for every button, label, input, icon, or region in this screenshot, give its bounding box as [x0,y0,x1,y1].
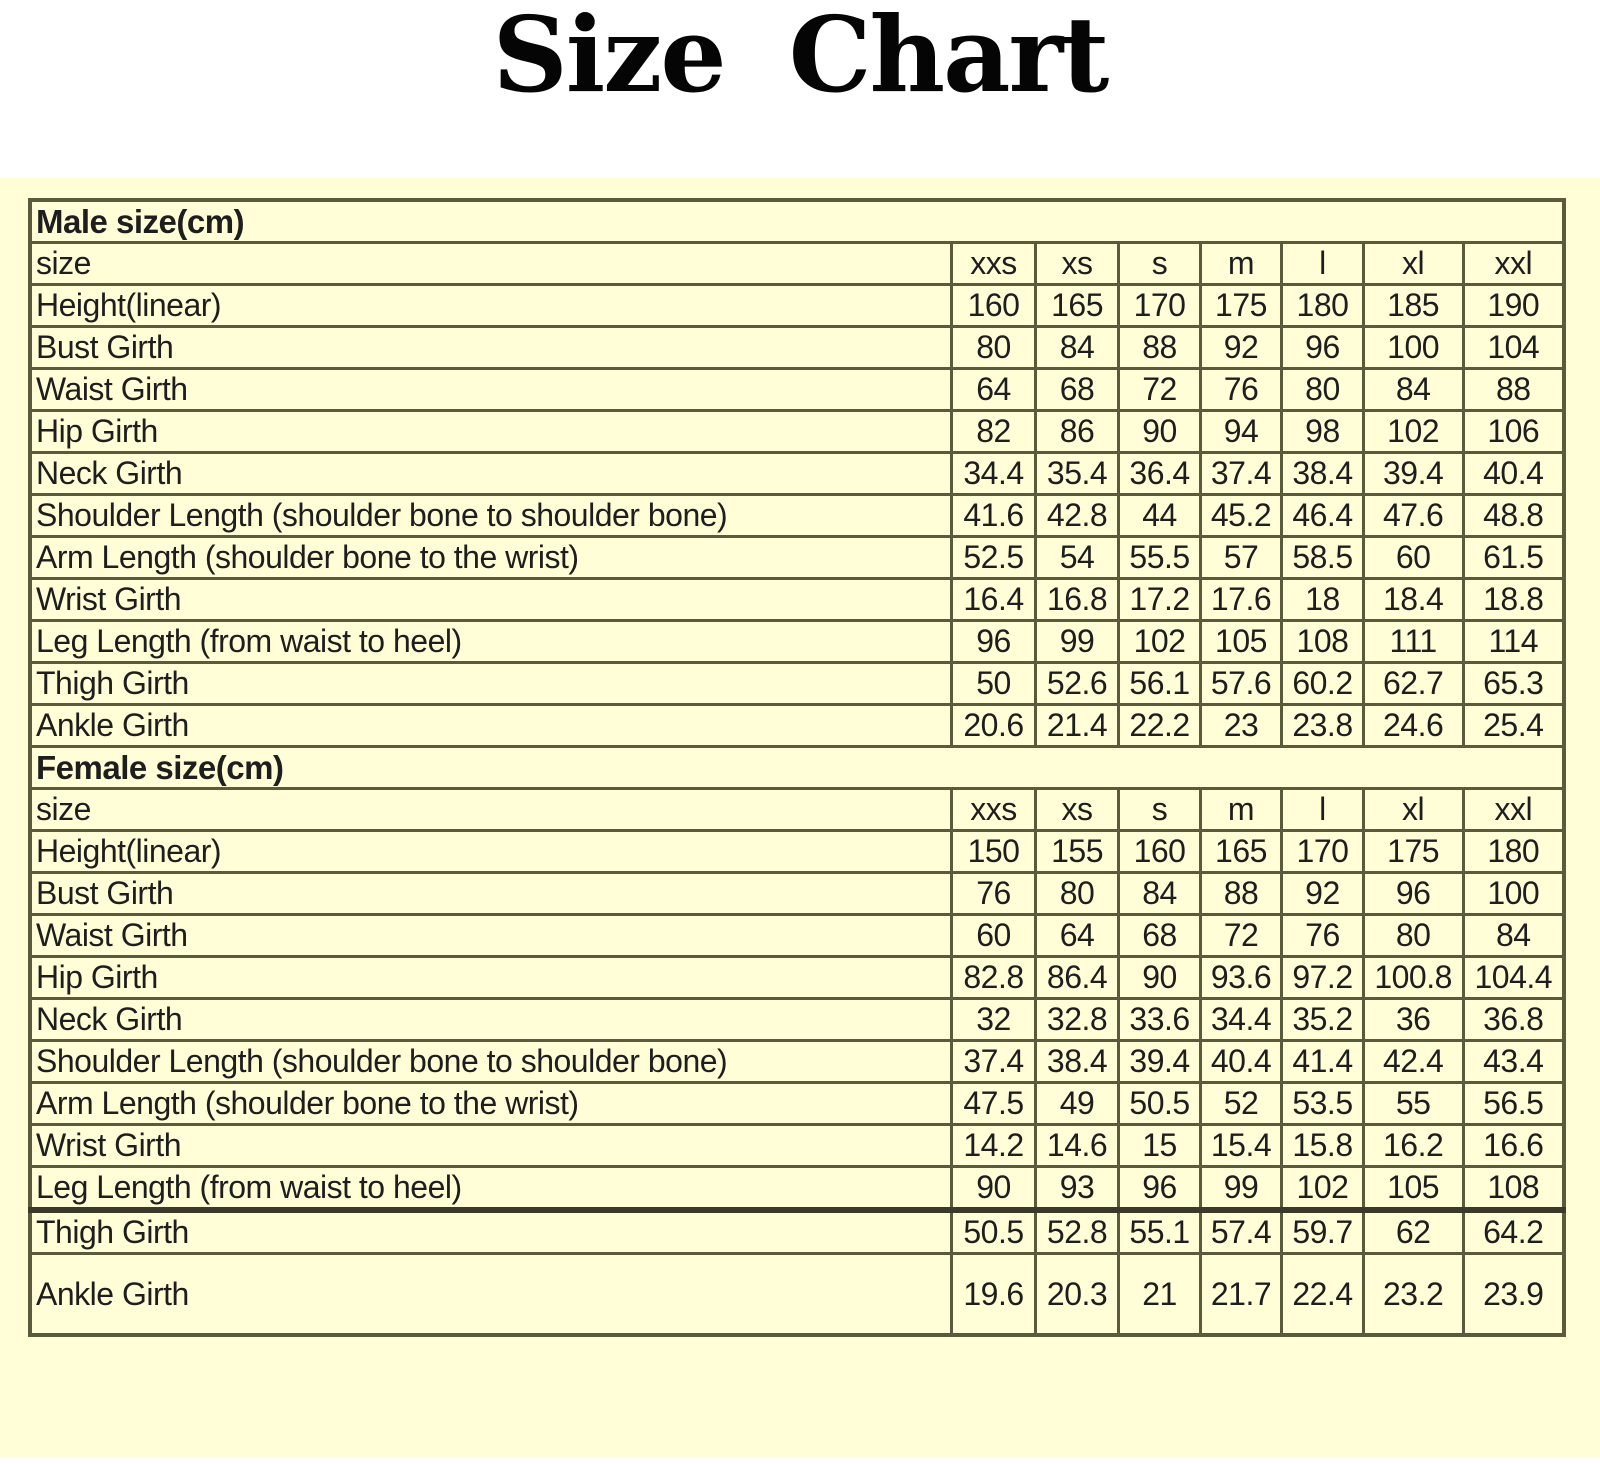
measurement-value: 92 [1200,327,1281,369]
measurement-value: 68 [1035,369,1119,411]
measurement-value: 92 [1282,873,1363,915]
measurement-value: 36 [1363,999,1463,1041]
measurement-value: 102 [1119,621,1200,663]
measurement-value: 50.5 [952,1210,1036,1254]
measurement-value: 23 [1200,705,1281,747]
male-size-header-row [30,243,1564,285]
measurement-label: Neck Girth [30,999,952,1041]
measurement-value: 65.3 [1463,663,1564,705]
measurement-value: 14.6 [1035,1125,1119,1167]
measurement-label: Wrist Girth [30,1125,952,1167]
measurement-value: 16.8 [1035,579,1119,621]
measurement-value: 18 [1282,579,1363,621]
size-header-label: size [30,789,952,831]
size-column-header: xs [1035,243,1119,285]
measurement-value: 102 [1363,411,1463,453]
measurement-value: 38.4 [1035,1041,1119,1083]
measurement-value: 41.6 [952,495,1036,537]
measurement-value: 23.2 [1363,1254,1463,1336]
measurement-value: 60.2 [1282,663,1363,705]
table-row [30,495,1564,537]
measurement-value: 105 [1200,621,1281,663]
table-row [30,411,1564,453]
measurement-value: 56.5 [1463,1083,1564,1125]
measurement-value: 39.4 [1363,453,1463,495]
measurement-value: 60 [952,915,1036,957]
measurement-value: 48.8 [1463,495,1564,537]
table-row [30,537,1564,579]
size-header-label: size [30,243,952,285]
table-row [30,663,1564,705]
measurement-label: Ankle Girth [30,1254,952,1336]
measurement-value: 61.5 [1463,537,1564,579]
measurement-value: 20.6 [952,705,1036,747]
measurement-value: 52.8 [1035,1210,1119,1254]
measurement-value: 82 [952,411,1036,453]
measurement-value: 76 [1200,369,1281,411]
table-row [30,705,1564,747]
measurement-value: 17.6 [1200,579,1281,621]
measurement-value: 56.1 [1119,663,1200,705]
measurement-value: 93.6 [1200,957,1281,999]
measurement-value: 50 [952,663,1036,705]
measurement-value: 19.6 [952,1254,1036,1336]
measurement-value: 94 [1200,411,1281,453]
measurement-value: 150 [952,831,1036,873]
size-column-header: s [1119,243,1200,285]
size-column-header: xxs [952,789,1036,831]
measurement-value: 44 [1119,495,1200,537]
measurement-value: 90 [1119,957,1200,999]
table-row [30,1041,1564,1083]
measurement-value: 104 [1463,327,1564,369]
measurement-value: 55.1 [1119,1210,1200,1254]
measurement-value: 160 [1119,831,1200,873]
size-column-header: xl [1363,243,1463,285]
measurement-value: 175 [1200,285,1281,327]
size-column-header: xs [1035,789,1119,831]
table-row [30,1125,1564,1167]
measurement-value: 170 [1119,285,1200,327]
size-column-header: xl [1363,789,1463,831]
measurement-value: 86 [1035,411,1119,453]
measurement-value: 88 [1463,369,1564,411]
measurement-value: 100 [1363,327,1463,369]
measurement-value: 21 [1119,1254,1200,1336]
measurement-value: 33.6 [1119,999,1200,1041]
measurement-label: Waist Girth [30,915,952,957]
measurement-value: 102 [1282,1167,1363,1211]
size-column-header: l [1282,243,1363,285]
measurement-value: 180 [1463,831,1564,873]
size-column-header: xxl [1463,243,1564,285]
measurement-value: 42.4 [1363,1041,1463,1083]
table-row [30,579,1564,621]
measurement-value: 47.6 [1363,495,1463,537]
measurement-value: 18.4 [1363,579,1463,621]
measurement-value: 165 [1035,285,1119,327]
measurement-label: Arm Length (shoulder bone to the wrist) [30,537,952,579]
measurement-label: Ankle Girth [30,705,952,747]
measurement-value: 37.4 [1200,453,1281,495]
measurement-value: 46.4 [1282,495,1363,537]
measurement-value: 15 [1119,1125,1200,1167]
measurement-value: 100.8 [1363,957,1463,999]
measurement-value: 88 [1119,327,1200,369]
measurement-value: 59.7 [1282,1210,1363,1254]
measurement-label: Thigh Girth [30,1210,952,1254]
measurement-value: 62 [1363,1210,1463,1254]
measurement-value: 84 [1463,915,1564,957]
table-row [30,999,1564,1041]
measurement-value: 32 [952,999,1036,1041]
size-column-header: xxl [1463,789,1564,831]
measurement-value: 72 [1119,369,1200,411]
table-row [30,453,1564,495]
measurement-value: 55.5 [1119,537,1200,579]
measurement-value: 90 [952,1167,1036,1211]
female-section-title: Female size(cm) [30,747,1564,789]
measurement-value: 160 [952,285,1036,327]
measurement-value: 25.4 [1463,705,1564,747]
measurement-value: 32.8 [1035,999,1119,1041]
table-row [30,327,1564,369]
measurement-value: 52.6 [1035,663,1119,705]
table-row [30,1083,1564,1125]
measurement-value: 185 [1363,285,1463,327]
male-section-title: Male size(cm) [30,200,1564,243]
measurement-value: 16.4 [952,579,1036,621]
measurement-value: 57 [1200,537,1281,579]
measurement-value: 20.3 [1035,1254,1119,1336]
measurement-value: 84 [1119,873,1200,915]
measurement-value: 80 [1035,873,1119,915]
measurement-value: 45.2 [1200,495,1281,537]
measurement-value: 155 [1035,831,1119,873]
measurement-value: 16.2 [1363,1125,1463,1167]
measurement-value: 97.2 [1282,957,1363,999]
measurement-value: 47.5 [952,1083,1036,1125]
measurement-value: 58.5 [1282,537,1363,579]
measurement-value: 42.8 [1035,495,1119,537]
measurement-value: 170 [1282,831,1363,873]
measurement-value: 38.4 [1282,453,1363,495]
measurement-value: 190 [1463,285,1564,327]
female-heading-row [30,747,1564,789]
measurement-value: 62.7 [1363,663,1463,705]
measurement-value: 14.2 [952,1125,1036,1167]
measurement-value: 54 [1035,537,1119,579]
measurement-value: 21.7 [1200,1254,1281,1336]
measurement-value: 72 [1200,915,1281,957]
measurement-value: 96 [1119,1167,1200,1211]
measurement-label: Height(linear) [30,831,952,873]
measurement-label: Height(linear) [30,285,952,327]
measurement-label: Shoulder Length (shoulder bone to shoulder bone) [30,1041,952,1083]
measurement-value: 39.4 [1119,1041,1200,1083]
table-row [30,285,1564,327]
size-table [28,198,1566,1337]
measurement-label: Neck Girth [30,453,952,495]
measurement-value: 105 [1363,1167,1463,1211]
measurement-value: 22.2 [1119,705,1200,747]
measurement-value: 34.4 [1200,999,1281,1041]
table-row [30,957,1564,999]
measurement-value: 76 [1282,915,1363,957]
measurement-label: Waist Girth [30,369,952,411]
measurement-value: 52 [1200,1083,1281,1125]
size-table-body [30,200,1564,1335]
measurement-value: 35.4 [1035,453,1119,495]
measurement-value: 114 [1463,621,1564,663]
measurement-label: Wrist Girth [30,579,952,621]
measurement-value: 18.8 [1463,579,1564,621]
measurement-value: 80 [952,327,1036,369]
measurement-value: 40.4 [1200,1041,1281,1083]
measurement-value: 37.4 [952,1041,1036,1083]
measurement-label: Hip Girth [30,411,952,453]
measurement-label: Bust Girth [30,327,952,369]
measurement-value: 64 [1035,915,1119,957]
measurement-value: 96 [1282,327,1363,369]
table-row [30,1254,1564,1336]
measurement-value: 108 [1463,1167,1564,1211]
measurement-value: 34.4 [952,453,1036,495]
measurement-value: 96 [952,621,1036,663]
measurement-value: 106 [1463,411,1564,453]
measurement-value: 22.4 [1282,1254,1363,1336]
measurement-value: 35.2 [1282,999,1363,1041]
measurement-value: 104.4 [1463,957,1564,999]
measurement-value: 90 [1119,411,1200,453]
measurement-value: 49 [1035,1083,1119,1125]
measurement-value: 60 [1363,537,1463,579]
measurement-label: Shoulder Length (shoulder bone to shoulder bone) [30,495,952,537]
measurement-value: 96 [1363,873,1463,915]
size-column-header: l [1282,789,1363,831]
measurement-value: 36.8 [1463,999,1564,1041]
measurement-label: Thigh Girth [30,663,952,705]
measurement-label: Leg Length (from waist to heel) [30,1167,952,1211]
table-row [30,369,1564,411]
measurement-value: 57.6 [1200,663,1281,705]
measurement-label: Arm Length (shoulder bone to the wrist) [30,1083,952,1125]
measurement-value: 15.8 [1282,1125,1363,1167]
size-column-header: m [1200,789,1281,831]
measurement-value: 82.8 [952,957,1036,999]
measurement-value: 80 [1363,915,1463,957]
measurement-value: 98 [1282,411,1363,453]
measurement-value: 17.2 [1119,579,1200,621]
measurement-value: 68 [1119,915,1200,957]
measurement-value: 99 [1035,621,1119,663]
table-row [30,1210,1564,1254]
measurement-value: 23.9 [1463,1254,1564,1336]
measurement-value: 100 [1463,873,1564,915]
table-row [30,873,1564,915]
measurement-value: 52.5 [952,537,1036,579]
measurement-label: Bust Girth [30,873,952,915]
female-size-header-row [30,789,1564,831]
measurement-value: 86.4 [1035,957,1119,999]
measurement-value: 15.4 [1200,1125,1281,1167]
measurement-value: 50.5 [1119,1083,1200,1125]
table-row [30,915,1564,957]
measurement-value: 88 [1200,873,1281,915]
measurement-value: 16.6 [1463,1125,1564,1167]
measurement-value: 108 [1282,621,1363,663]
measurement-value: 93 [1035,1167,1119,1211]
measurement-value: 80 [1282,369,1363,411]
male-heading-row [30,200,1564,243]
measurement-value: 76 [952,873,1036,915]
measurement-value: 24.6 [1363,705,1463,747]
table-row [30,621,1564,663]
measurement-value: 55 [1363,1083,1463,1125]
measurement-value: 21.4 [1035,705,1119,747]
measurement-value: 64 [952,369,1036,411]
measurement-value: 99 [1200,1167,1281,1211]
measurement-value: 111 [1363,621,1463,663]
size-column-header: m [1200,243,1281,285]
measurement-value: 165 [1200,831,1281,873]
measurement-value: 180 [1282,285,1363,327]
measurement-label: Leg Length (from waist to heel) [30,621,952,663]
measurement-value: 23.8 [1282,705,1363,747]
measurement-value: 53.5 [1282,1083,1363,1125]
measurement-value: 40.4 [1463,453,1564,495]
measurement-value: 57.4 [1200,1210,1281,1254]
measurement-value: 84 [1035,327,1119,369]
size-column-header: xxs [952,243,1036,285]
measurement-value: 41.4 [1282,1041,1363,1083]
measurement-label: Hip Girth [30,957,952,999]
measurement-value: 84 [1363,369,1463,411]
size-column-header: s [1119,789,1200,831]
table-row [30,831,1564,873]
measurement-value: 36.4 [1119,453,1200,495]
measurement-value: 43.4 [1463,1041,1564,1083]
page-title: Size Chart [492,0,1108,116]
measurement-value: 64.2 [1463,1210,1564,1254]
table-row [30,1167,1564,1211]
measurement-value: 175 [1363,831,1463,873]
